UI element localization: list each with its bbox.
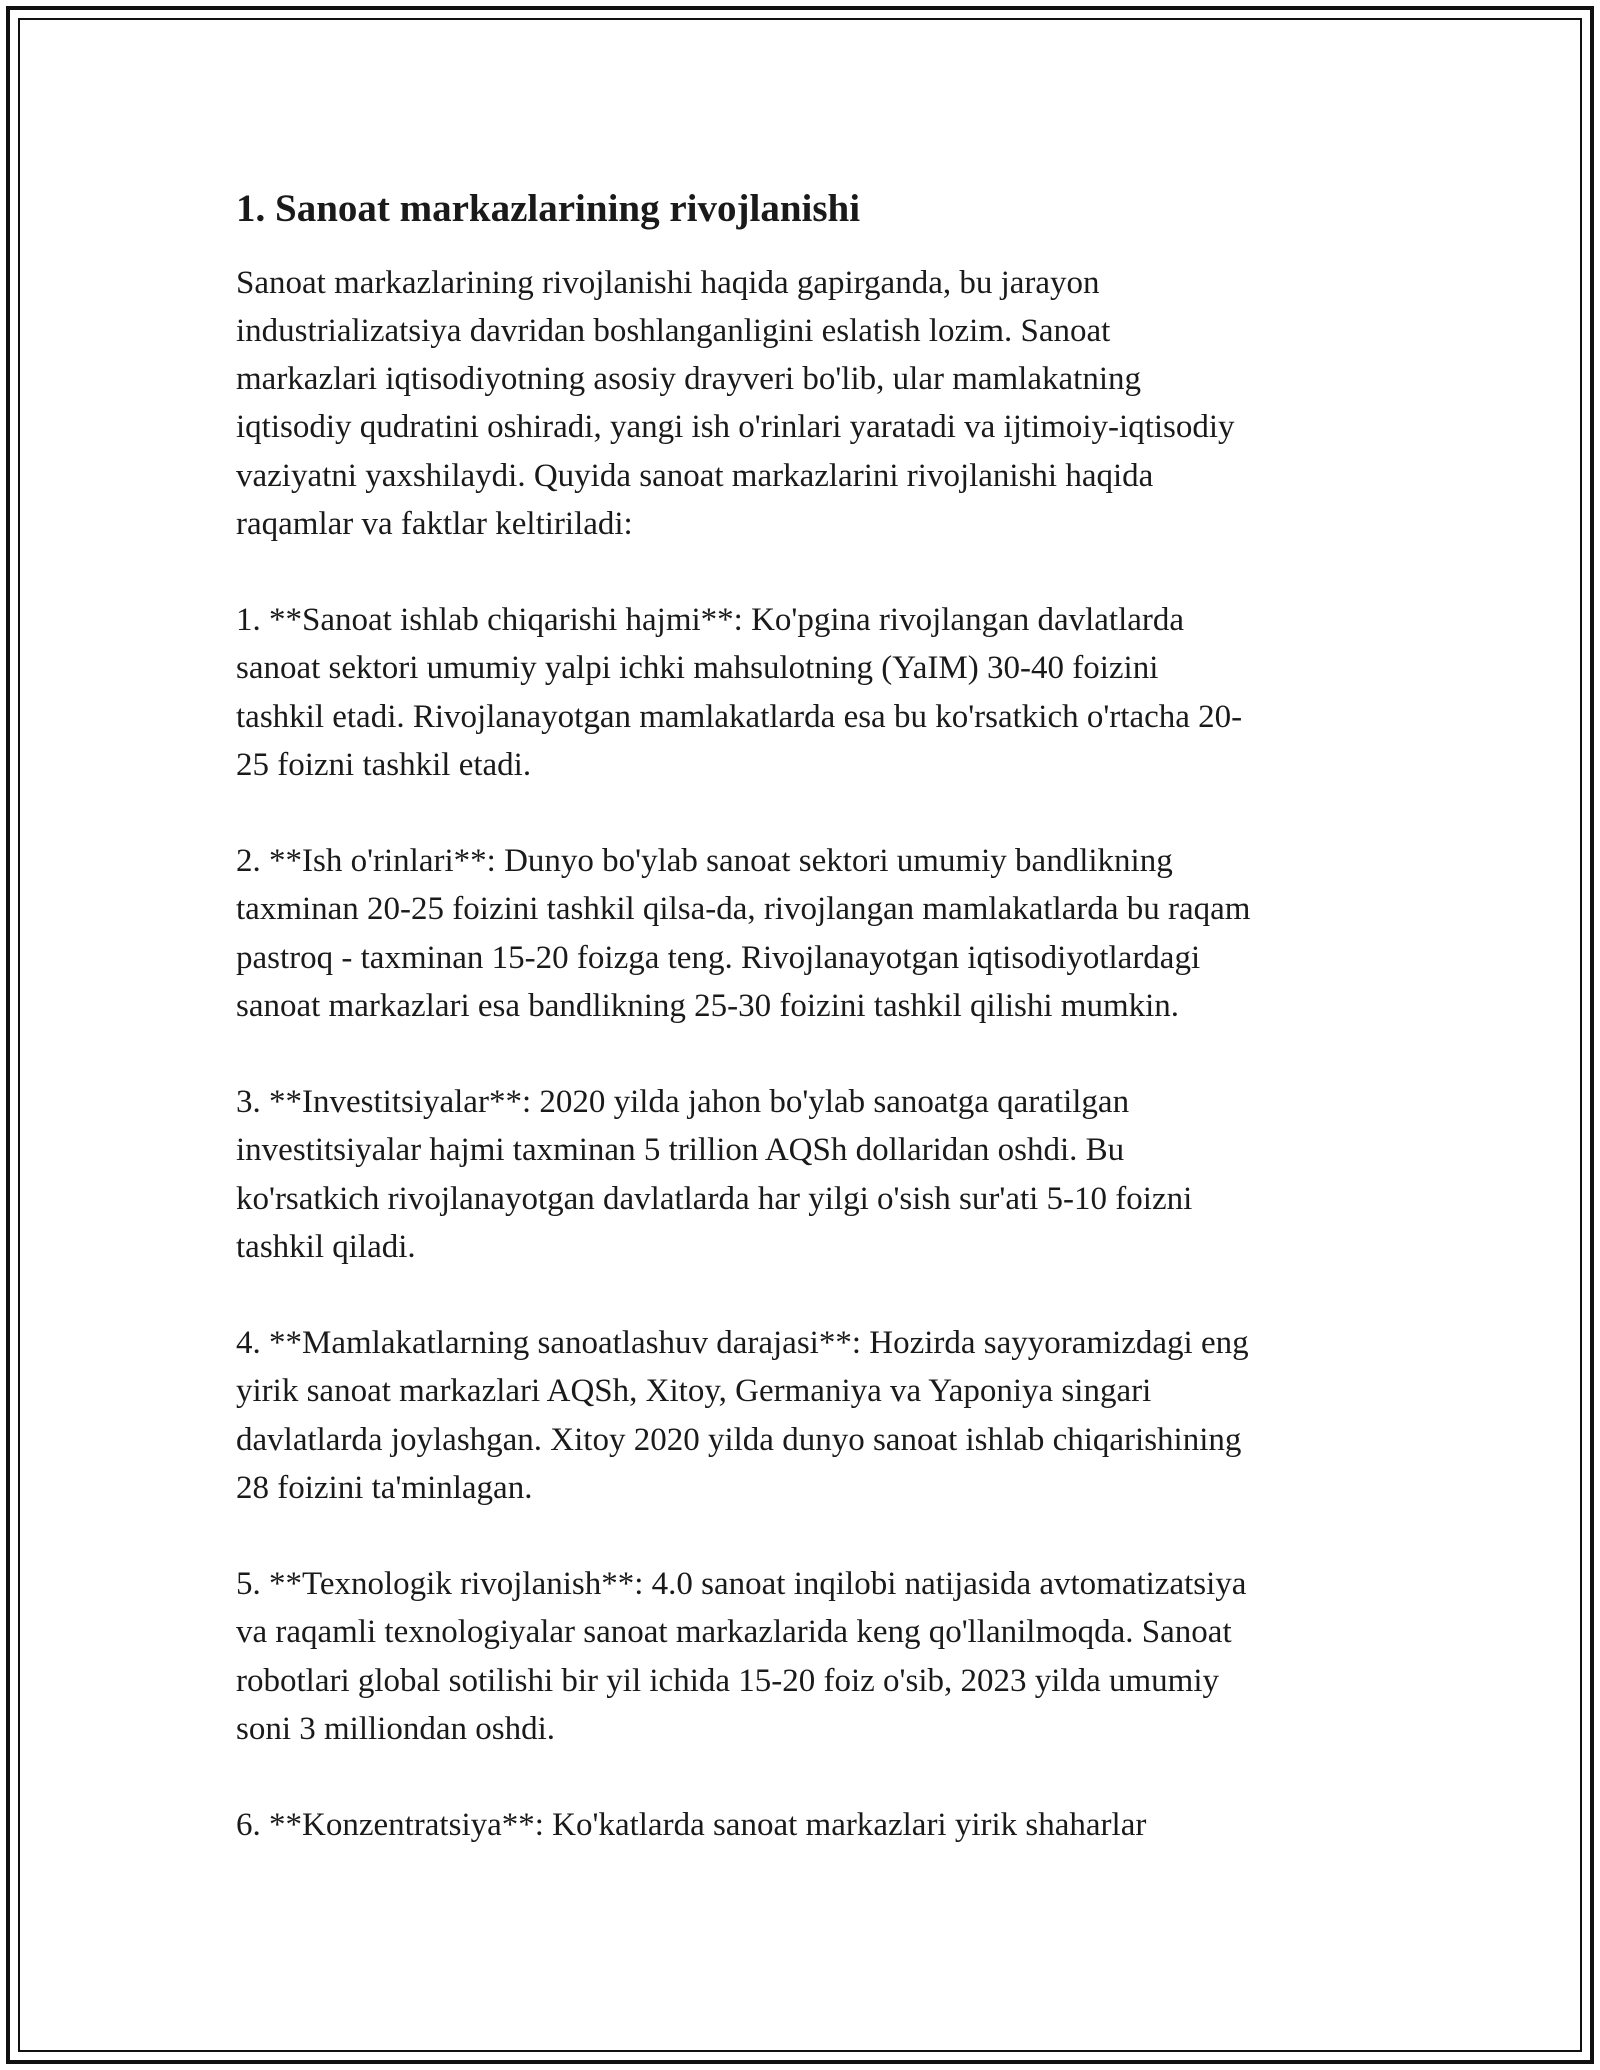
list-item-concentration: 6. **Konzentratsiya**: Ko'katlarda sanoat markazlari yirik shaharlar xyxy=(236,1807,1147,1844)
list-item-technological-development: 5. **Texnologik rivojlanish**: 4.0 sanoat inqilobi natijasida avtomatizatsiya va raqamli texnologiyalar sanoat markazlarida keng qo'llanilmoqda. Sanoat robotlari global sotilishi bir yil ichida 15-20 foiz o'sib, 2023 yilda umumiy soni 3 milliondan oshdi. xyxy=(236,1566,1247,1747)
document-body xyxy=(236,186,1366,1898)
intro-paragraph: Sanoat markazlarining rivojlanishi haqida gapirganda, bu jarayon industrializatsiya davridan boshlanganligini eslatish lozim. Sanoat markazlari iqtisodiyotning asosiy drayveri bo'lib, ular mamlakatning iqtisodiy qudratini oshiradi, yangi ish o'rinlari yaratadi va ijtimoiy-iqtisodiy vaziyatni yaxshilaydi. Quyida sanoat markazlarini rivojlanishi haqida raqamlar va faktlar keltiriladi: xyxy=(236,264,1235,542)
list-item-production-volume: 1. **Sanoat ishlab chiqarishi hajmi**: Ko'pgina rivojlangan davlatlarda sanoat sektori umumiy yalpi ichki mahsulotning (YaIM) 30-40 foizini tashkil etadi. Rivojlanayotgan mamlakatlarda esa bu ko'rsatkich o'rtacha 20- 25 foizni tashkil etadi. xyxy=(236,602,1243,783)
list-item-industrialization-level: 4. **Mamlakatlarning sanoatlashuv darajasi**: Hozirda sayyoramizdagi eng yirik sanoat markazlari AQSh, Xitoy, Germaniya va Yaponiya singari davlatlarda joylashgan. Xitoy 2020 yilda dunyo sanoat ishlab chiqarishining 28 foizini ta'minlagan. xyxy=(236,1325,1249,1506)
list-item-investments: 3. **Investitsiyalar**: 2020 yilda jahon bo'ylab sanoatga qaratilgan investitsiyalar hajmi taxminan 5 trillion AQSh dollaridan oshdi. Bu ko'rsatkich rivojlanayotgan davlatlarda har yilgi o'sish sur'ati 5-10 foizni tashkil qiladi. xyxy=(236,1084,1193,1265)
list-item-jobs: 2. **Ish o'rinlari**: Dunyo bo'ylab sanoat sektori umumiy bandlikning taxminan 20-25 foizini tashkil qilsa-da, rivojlangan mamlakatlarda bu raqam pastroq - taxminan 15-20 foizga teng. Rivojlanayotgan iqtisodiyotlardagi sanoat markazlari esa bandlikning 25-30 foizini tashkil qilishi mumkin. xyxy=(236,843,1251,1024)
document-title: 1. Sanoat markazlarining rivojlanishi xyxy=(236,187,861,230)
